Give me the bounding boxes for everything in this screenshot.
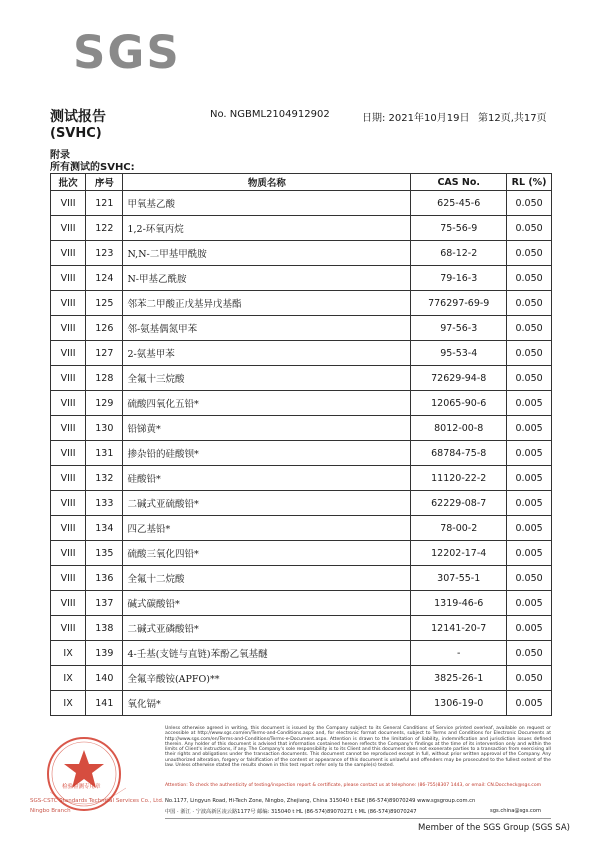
legal-disclaimer: Unless otherwise agreed in writing, this document is issued by the Company subject to its General Conditions of Service printed overleaf, available on request or accessible at http://www.sgs.com/en/Terms-and-Conditions.aspx and, for electronic format documents, subject to Terms and Conditions for Electronic Documents at http://www.sgs.com/en/Terms-and-Conditions/Terms-e-Document.aspx. Attention is drawn to the limitation of liability, indemnification and jurisdiction issues defined therein. Any holder of this document is advised that information contained hereon reflects the Company's findings at the time of its intervention only and within the limits of Client's instructions, if any. The Company's sole responsibility is to its Client and this document does not exonerate parties to a transaction from exercising all their rights and obligations under the transaction documents. This document cannot be reproduced except in full, without prior written approval of the Company. Any unauthorized alteration, forgery or falsification of the content or appearance of this document is unlawful and offenders may be prosecuted to the fullest extent of the law. Unless otherwise stated the results shown in this test report refer only to the sample(s) tested. bbox=[165, 726, 551, 769]
table-row bbox=[51, 291, 552, 316]
cell-batch: VIII bbox=[51, 416, 86, 441]
cell-rl: 0.050 bbox=[507, 666, 552, 691]
table-row bbox=[51, 691, 552, 716]
cell-batch: IX bbox=[51, 691, 86, 716]
cell-cas: 12202-17-4 bbox=[411, 541, 507, 566]
cell-rl: 0.005 bbox=[507, 591, 552, 616]
table-row bbox=[51, 541, 552, 566]
table-row bbox=[51, 191, 552, 216]
report-subtitle: (SVHC) bbox=[50, 126, 102, 141]
cell-batch: VIII bbox=[51, 316, 86, 341]
cell-cas: 72629-94-8 bbox=[411, 366, 507, 391]
table-row bbox=[51, 391, 552, 416]
cell-substance: 四乙基铅* bbox=[123, 516, 411, 541]
report-title: 测试报告 bbox=[50, 109, 106, 125]
table-row bbox=[51, 491, 552, 516]
cell-cas: 12141-20-7 bbox=[411, 616, 507, 641]
sgs-logo-text: SGS bbox=[73, 26, 181, 79]
cell-rl: 0.050 bbox=[507, 191, 552, 216]
cell-cas: 68784-75-8 bbox=[411, 441, 507, 466]
tested-svhc-label: 所有测试的SVHC: bbox=[50, 162, 135, 173]
cell-rl: 0.005 bbox=[507, 541, 552, 566]
cell-rl: 0.005 bbox=[507, 441, 552, 466]
table-row bbox=[51, 641, 552, 666]
cell-batch: VIII bbox=[51, 541, 86, 566]
cell-rl: 0.005 bbox=[507, 466, 552, 491]
cell-seq: 135 bbox=[86, 541, 123, 566]
cell-seq: 134 bbox=[86, 516, 123, 541]
cell-batch: IX bbox=[51, 666, 86, 691]
cell-substance: 全氟辛酸铵(APFO)** bbox=[123, 666, 411, 691]
cell-cas: 776297-69-9 bbox=[411, 291, 507, 316]
cell-rl: 0.050 bbox=[507, 366, 552, 391]
cell-seq: 121 bbox=[86, 191, 123, 216]
cell-substance: 氧化镉* bbox=[123, 691, 411, 716]
cell-batch: VIII bbox=[51, 616, 86, 641]
address-chinese: 中国 · 浙江 · 宁波高新区凌云路1177号 邮编: 315040 t HL (86-574)89070271 t ML (86-574)89070247 bbox=[165, 809, 417, 815]
cell-cas: 307-55-1 bbox=[411, 566, 507, 591]
cell-seq: 129 bbox=[86, 391, 123, 416]
cell-batch: VIII bbox=[51, 466, 86, 491]
table-row bbox=[51, 341, 552, 366]
cell-cas: 97-56-3 bbox=[411, 316, 507, 341]
header-batch: 批次 bbox=[51, 174, 86, 191]
cell-rl: 0.005 bbox=[507, 416, 552, 441]
appendix-label: 附录 bbox=[50, 150, 70, 161]
report-number: No. NGBML2104912902 bbox=[210, 109, 330, 120]
cell-substance: 硅酸铅* bbox=[123, 466, 411, 491]
cell-batch: IX bbox=[51, 641, 86, 666]
cell-rl: 0.050 bbox=[507, 216, 552, 241]
cell-substance: 二碱式亚磷酸铅* bbox=[123, 616, 411, 641]
cell-substance: 1,2-环氧丙烷 bbox=[123, 216, 411, 241]
report-date: 日期: 2021年10月19日 bbox=[362, 113, 470, 124]
cell-substance: 全氟十二烷酸 bbox=[123, 566, 411, 591]
stamp-caption-2: Ningbo Branch bbox=[30, 808, 71, 814]
cell-rl: 0.005 bbox=[507, 491, 552, 516]
cell-batch: VIII bbox=[51, 491, 86, 516]
cell-cas: 62229-08-7 bbox=[411, 491, 507, 516]
cell-seq: 123 bbox=[86, 241, 123, 266]
cell-rl: 0.005 bbox=[507, 691, 552, 716]
cell-batch: VIII bbox=[51, 216, 86, 241]
table-row bbox=[51, 516, 552, 541]
cell-seq: 127 bbox=[86, 341, 123, 366]
cell-batch: VIII bbox=[51, 266, 86, 291]
cell-seq: 137 bbox=[86, 591, 123, 616]
cell-seq: 132 bbox=[86, 466, 123, 491]
cell-substance: N,N-二甲基甲酰胺 bbox=[123, 241, 411, 266]
cell-cas: 79-16-3 bbox=[411, 266, 507, 291]
cell-substance: 碱式碳酸铅* bbox=[123, 591, 411, 616]
cell-batch: VIII bbox=[51, 341, 86, 366]
page-number: 第12页,共17页 bbox=[478, 113, 547, 124]
table-row bbox=[51, 316, 552, 341]
cell-cas: 1319-46-6 bbox=[411, 591, 507, 616]
cell-substance: 铅锑黄* bbox=[123, 416, 411, 441]
stamp-caption-1: SGS-CSTC Standards Technical Services Co., Ltd. bbox=[30, 798, 164, 804]
cell-cas: 625-45-6 bbox=[411, 191, 507, 216]
cell-batch: VIII bbox=[51, 391, 86, 416]
cell-rl: 0.050 bbox=[507, 566, 552, 591]
table-row bbox=[51, 591, 552, 616]
cell-rl: 0.050 bbox=[507, 266, 552, 291]
cell-substance: 掺杂铅的硅酸钡* bbox=[123, 441, 411, 466]
authenticity-notice: Attention: To check the authenticity of testing/inspection report & certificate, please contact us at telephone: (86-755)8307 1443, or email: CN.Doccheck@sgs.com bbox=[165, 783, 542, 788]
cell-rl: 0.050 bbox=[507, 641, 552, 666]
contact-email: sgs.china@sgs.com bbox=[490, 808, 542, 814]
cell-seq: 140 bbox=[86, 666, 123, 691]
header-rl: RL (%) bbox=[507, 174, 552, 191]
inspection-stamp-icon bbox=[34, 728, 162, 820]
table-header-row bbox=[51, 174, 552, 191]
cell-substance: 邻苯二甲酸正戊基异戊基酯 bbox=[123, 291, 411, 316]
cell-cas: - bbox=[411, 641, 507, 666]
cell-seq: 136 bbox=[86, 566, 123, 591]
cell-substance: 4-壬基(支链与直链)苯酚乙氧基醚 bbox=[123, 641, 411, 666]
cell-cas: 68-12-2 bbox=[411, 241, 507, 266]
cell-seq: 141 bbox=[86, 691, 123, 716]
cell-cas: 12065-90-6 bbox=[411, 391, 507, 416]
table-body bbox=[51, 191, 552, 716]
table-row bbox=[51, 266, 552, 291]
cell-rl: 0.005 bbox=[507, 616, 552, 641]
cell-rl: 0.005 bbox=[507, 391, 552, 416]
cell-rl: 0.050 bbox=[507, 241, 552, 266]
cell-cas: 95-53-4 bbox=[411, 341, 507, 366]
cell-seq: 139 bbox=[86, 641, 123, 666]
table-row bbox=[51, 566, 552, 591]
cell-rl: 0.050 bbox=[507, 316, 552, 341]
cell-cas: 8012-00-8 bbox=[411, 416, 507, 441]
cell-batch: VIII bbox=[51, 291, 86, 316]
cell-rl: 0.050 bbox=[507, 341, 552, 366]
cell-substance: 硫酸三氧化四铅* bbox=[123, 541, 411, 566]
cell-cas: 1306-19-0 bbox=[411, 691, 507, 716]
stamp-text: 检验检测专用章 bbox=[62, 784, 101, 790]
header-cas: CAS No. bbox=[411, 174, 507, 191]
cell-seq: 138 bbox=[86, 616, 123, 641]
cell-seq: 126 bbox=[86, 316, 123, 341]
cell-cas: 11120-22-2 bbox=[411, 466, 507, 491]
footer-divider bbox=[165, 818, 551, 819]
cell-batch: VIII bbox=[51, 566, 86, 591]
cell-batch: VIII bbox=[51, 591, 86, 616]
header-seq: 序号 bbox=[86, 174, 123, 191]
cell-substance: 2-氨基甲苯 bbox=[123, 341, 411, 366]
cell-batch: VIII bbox=[51, 516, 86, 541]
cell-rl: 0.050 bbox=[507, 291, 552, 316]
cell-substance: 甲氧基乙酸 bbox=[123, 191, 411, 216]
cell-cas: 75-56-9 bbox=[411, 216, 507, 241]
address-english: No.1177, Lingyun Road, Hi-Tech Zone, Ningbo, Zhejiang, China 315040 t E&E (86-574)89070249 www.sgsgroup.com.cn bbox=[165, 798, 476, 804]
cell-seq: 130 bbox=[86, 416, 123, 441]
cell-batch: VIII bbox=[51, 191, 86, 216]
cell-seq: 131 bbox=[86, 441, 123, 466]
cell-substance: 邻-氨基偶氮甲苯 bbox=[123, 316, 411, 341]
cell-batch: VIII bbox=[51, 241, 86, 266]
table-row bbox=[51, 441, 552, 466]
svhc-table bbox=[50, 173, 552, 716]
cell-substance: N-甲基乙酰胺 bbox=[123, 266, 411, 291]
table-row bbox=[51, 216, 552, 241]
cell-seq: 125 bbox=[86, 291, 123, 316]
cell-cas: 78-00-2 bbox=[411, 516, 507, 541]
header-substance: 物质名称 bbox=[123, 174, 411, 191]
cell-seq: 128 bbox=[86, 366, 123, 391]
sgs-logo bbox=[73, 26, 181, 79]
table-row bbox=[51, 616, 552, 641]
cell-substance: 硫酸四氧化五铅* bbox=[123, 391, 411, 416]
cell-batch: VIII bbox=[51, 366, 86, 391]
cell-batch: VIII bbox=[51, 441, 86, 466]
cell-substance: 全氟十三烷酸 bbox=[123, 366, 411, 391]
table-row bbox=[51, 241, 552, 266]
table-row bbox=[51, 466, 552, 491]
table-row bbox=[51, 366, 552, 391]
cell-substance: 二碱式亚硫酸铅* bbox=[123, 491, 411, 516]
table-row bbox=[51, 416, 552, 441]
cell-rl: 0.005 bbox=[507, 516, 552, 541]
cell-cas: 3825-26-1 bbox=[411, 666, 507, 691]
cell-seq: 124 bbox=[86, 266, 123, 291]
cell-seq: 133 bbox=[86, 491, 123, 516]
cell-seq: 122 bbox=[86, 216, 123, 241]
sgs-member-text: Member of the SGS Group (SGS SA) bbox=[418, 823, 570, 833]
table-row bbox=[51, 666, 552, 691]
